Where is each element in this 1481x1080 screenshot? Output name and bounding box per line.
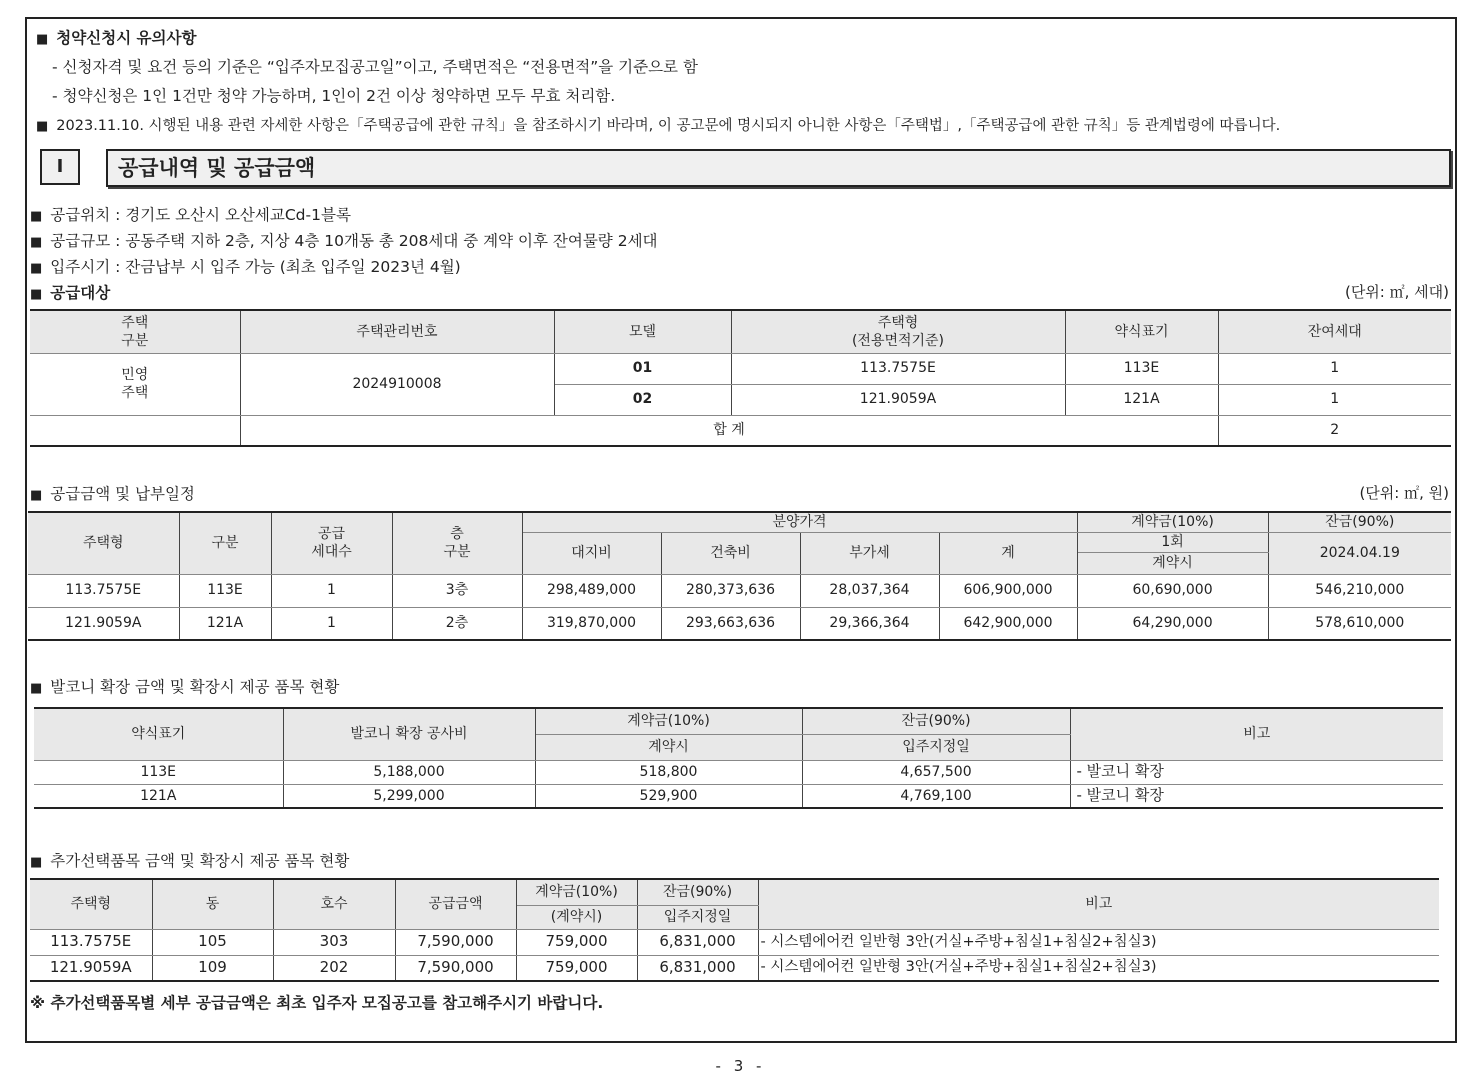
- dong-cell: 105: [152, 929, 273, 955]
- units-cell: 1: [271, 607, 392, 640]
- header-vat: 부가세: [800, 532, 939, 574]
- balance-cell: 4,657,500: [802, 760, 1070, 784]
- balcony-heading: ■ 발코니 확장 금액 및 확장시 제공 품목 현황: [30, 678, 340, 696]
- header-balance: 잔금(90%): [802, 708, 1070, 734]
- page-number: - 3 -: [715, 1057, 766, 1075]
- header-deposit-when: (계약시): [516, 905, 637, 929]
- category-cell: 민영 주택: [30, 353, 240, 415]
- balance-cell: 546,210,000: [1268, 574, 1451, 607]
- header-building: 건축비: [661, 532, 800, 574]
- note-cell: - 시스템에어컨 일반형 3안(거실+주방+침실1+침실2+침실3): [758, 929, 1439, 955]
- header-balance: 잔금(90%): [637, 879, 758, 905]
- header-floor: 층 구분: [392, 512, 522, 574]
- info-move-in: ■ 입주시기 : 잔금납부 시 입주 가능 (최초 입주일 2023년 4월): [30, 258, 461, 276]
- units-cell: 1: [271, 574, 392, 607]
- size-cell: 121.9059A: [28, 607, 179, 640]
- table-header-row: [28, 512, 1451, 532]
- price-unit: (단위: ㎡, 원): [1359, 484, 1449, 502]
- header-land: 대지비: [522, 532, 661, 574]
- header-remaining: 잔여세대: [1218, 310, 1451, 353]
- size-cell: 113.7575E: [28, 574, 179, 607]
- short-cell: 113E: [1065, 353, 1218, 384]
- header-amount: 공급금액: [395, 879, 516, 929]
- header-deposit: 계약금(10%): [535, 708, 802, 734]
- deposit-cell: 529,900: [535, 784, 802, 808]
- deposit-cell: 60,690,000: [1077, 574, 1268, 607]
- section-title: 공급내역 및 공급금액: [106, 149, 1451, 187]
- cost-cell: 5,188,000: [283, 760, 535, 784]
- remaining-cell: 1: [1218, 353, 1451, 384]
- bullet-square-icon: ■: [36, 119, 49, 134]
- bullet-square-icon: ■: [30, 681, 43, 696]
- header-balance-date: 2024.04.19: [1268, 532, 1451, 574]
- header-balance-when: 입주지정일: [802, 734, 1070, 760]
- bullet-square-icon: ■: [30, 855, 43, 870]
- short-cell: 113E: [34, 760, 283, 784]
- header-short: 약식표기: [34, 708, 283, 760]
- bullet-square-icon: ■: [30, 261, 43, 276]
- option-table: [30, 878, 1439, 982]
- table-row: [34, 784, 1443, 808]
- total-label: 합 계: [240, 415, 1218, 446]
- header-house-type: 주택 구분: [30, 310, 240, 353]
- empty-cell: [30, 415, 240, 446]
- header-mgmt-no: 주택관리번호: [240, 310, 554, 353]
- size-cell: 113.7575E: [731, 353, 1065, 384]
- target-heading: ■ 공급대상: [30, 284, 111, 302]
- deposit-cell: 759,000: [516, 955, 637, 981]
- header-dong: 동: [152, 879, 273, 929]
- table-row: [30, 955, 1439, 981]
- header-ho: 호수: [273, 879, 395, 929]
- dong-cell: 109: [152, 955, 273, 981]
- note-cell: - 발코니 확장: [1070, 784, 1443, 808]
- deposit-cell: 759,000: [516, 929, 637, 955]
- short-cell: 121A: [1065, 384, 1218, 415]
- table-row: [28, 607, 1451, 640]
- deposit-cell: 518,800: [535, 760, 802, 784]
- balcony-table: [34, 707, 1443, 809]
- header-deposit-when: 계약시: [535, 734, 802, 760]
- header-deposit: 계약금(10%): [1077, 512, 1268, 532]
- header-sale-price: 분양가격: [522, 512, 1077, 532]
- notes-reference: ■ 2023.11.10. 시행된 내용 관련 자세한 사항은「주택공급에 관한 규칙」을 참조하시기 바라며, 이 공고문에 명시되지 아니한 사항은「주택법」,「주택공급에 관한 규칙」등 관계법령에 따릅니다.: [36, 118, 1281, 134]
- category-cell: 113E: [179, 574, 271, 607]
- notes-heading: ■ 청약신청시 유의사항: [36, 29, 197, 47]
- balance-cell: 6,831,000: [637, 929, 758, 955]
- land-cell: 298,489,000: [522, 574, 661, 607]
- bullet-square-icon: ■: [30, 209, 43, 224]
- table-row: [30, 929, 1439, 955]
- floor-cell: 3층: [392, 574, 522, 607]
- size-cell: 121.9059A: [30, 955, 152, 981]
- ho-cell: 202: [273, 955, 395, 981]
- header-cost: 발코니 확장 공사비: [283, 708, 535, 760]
- header-short: 약식표기: [1065, 310, 1218, 353]
- sum-cell: 606,900,000: [939, 574, 1077, 607]
- table-row: [34, 760, 1443, 784]
- header-note: 비고: [758, 879, 1439, 929]
- table-header-row: [30, 310, 1451, 353]
- cost-cell: 5,299,000: [283, 784, 535, 808]
- option-heading: ■ 추가선택품목 금액 및 확장시 제공 품목 현황: [30, 852, 350, 870]
- ho-cell: 303: [273, 929, 395, 955]
- header-balance: 잔금(90%): [1268, 512, 1451, 532]
- bullet-square-icon: ■: [30, 235, 43, 250]
- floor-cell: 2층: [392, 607, 522, 640]
- total-value: 2: [1218, 415, 1451, 446]
- header-category: 구분: [179, 512, 271, 574]
- header-units: 공급 세대수: [271, 512, 392, 574]
- info-location: ■ 공급위치 : 경기도 오산시 오산세교Cd-1블록: [30, 206, 351, 224]
- size-cell: 121.9059A: [731, 384, 1065, 415]
- header-house-size: 주택형: [28, 512, 179, 574]
- header-house-size: 주택형 (전용면적기준): [731, 310, 1065, 353]
- header-sum: 계: [939, 532, 1077, 574]
- note-item: - 청약신청은 1인 1건만 청약 가능하며, 1인이 2건 이상 청약하면 모두 무효 처리함.: [52, 87, 616, 105]
- note-cell: - 발코니 확장: [1070, 760, 1443, 784]
- mgmt-no-cell: 2024910008: [240, 353, 554, 415]
- header-note: 비고: [1070, 708, 1443, 760]
- note-item: - 신청자격 및 요건 등의 기준은 “입주자모집공고일”이고, 주택면적은 “전용면적”을 기준으로 함: [52, 58, 698, 76]
- header-deposit-when: 계약시: [1077, 552, 1268, 574]
- category-cell: 121A: [179, 607, 271, 640]
- deposit-cell: 64,290,000: [1077, 607, 1268, 640]
- note-cell: - 시스템에어컨 일반형 3안(거실+주방+침실1+침실2+침실3): [758, 955, 1439, 981]
- remaining-cell: 1: [1218, 384, 1451, 415]
- short-cell: 121A: [34, 784, 283, 808]
- vat-cell: 29,366,364: [800, 607, 939, 640]
- supply-table: [30, 309, 1451, 447]
- header-size: 주택형: [30, 879, 152, 929]
- balance-cell: 6,831,000: [637, 955, 758, 981]
- header-deposit: 계약금(10%): [516, 879, 637, 905]
- amount-cell: 7,590,000: [395, 929, 516, 955]
- table-row: [30, 353, 1451, 384]
- header-model: 모델: [554, 310, 731, 353]
- target-unit: (단위: ㎡, 세대): [1344, 283, 1449, 301]
- bullet-square-icon: ■: [30, 488, 43, 503]
- header-installment: 1회: [1077, 532, 1268, 552]
- bullet-square-icon: ■: [36, 32, 49, 47]
- size-cell: 113.7575E: [30, 929, 152, 955]
- table-header-row: [30, 879, 1439, 905]
- info-scale: ■ 공급규모 : 공동주택 지하 2층, 지상 4층 10개동 총 208세대 중 계약 이후 잔여물량 2세대: [30, 232, 658, 250]
- option-footnote: ※ 추가선택품목별 세부 공급금액은 최초 입주자 모집공고를 참고해주시기 바랍니다.: [30, 994, 604, 1012]
- table-header-row: [34, 708, 1443, 734]
- vat-cell: 28,037,364: [800, 574, 939, 607]
- model-cell: 02: [554, 384, 731, 415]
- building-cell: 293,663,636: [661, 607, 800, 640]
- sum-cell: 642,900,000: [939, 607, 1077, 640]
- balance-cell: 4,769,100: [802, 784, 1070, 808]
- section-number: I: [40, 149, 80, 185]
- price-table: [28, 511, 1451, 641]
- price-heading: ■ 공급금액 및 납부일정: [30, 485, 195, 503]
- bullet-square-icon: ■: [30, 287, 43, 302]
- total-row: [30, 415, 1451, 446]
- building-cell: 280,373,636: [661, 574, 800, 607]
- model-cell: 01: [554, 353, 731, 384]
- header-balance-when: 입주지정일: [637, 905, 758, 929]
- table-row: [28, 574, 1451, 607]
- amount-cell: 7,590,000: [395, 955, 516, 981]
- balance-cell: 578,610,000: [1268, 607, 1451, 640]
- land-cell: 319,870,000: [522, 607, 661, 640]
